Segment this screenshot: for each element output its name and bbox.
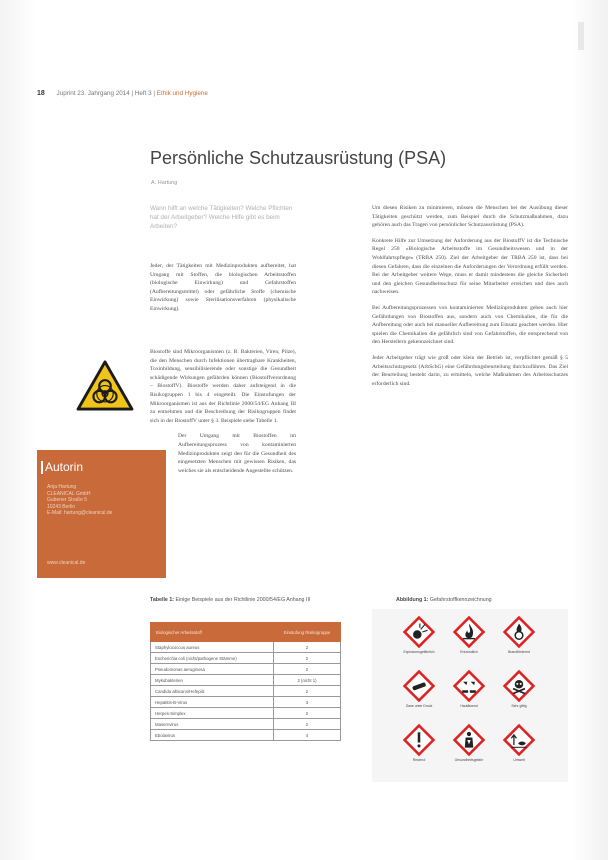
table-caption [150,597,330,604]
pictogram-label: Sehr giftig [511,704,527,708]
table-cell: 3 [274,697,341,708]
table-row [151,664,341,675]
author-line: CLEANICAL GmbH [47,490,91,497]
table-row [151,675,341,686]
page-number: 18 [37,90,45,97]
flame-over-circle-icon [502,615,536,649]
table-cell: Hepatitis-B-Virus [151,697,274,708]
table-row [151,686,341,697]
issue-info: Juprint 23. Jahrgang 2014 | Heft 3 | [56,90,156,97]
table-header-row [151,623,341,642]
ghs-pictogram-figure [372,609,568,782]
table-header-cell: Einstufung Risikogruppe [274,623,341,642]
table-cell: 2 [274,664,341,675]
health-hazard-icon [452,723,486,757]
table-cell: Staphylococcus aureus [151,642,274,653]
table-cell: Ebolavirus [151,730,274,741]
table-cell: Mykobakterien [151,675,274,686]
table-cell: 2 [274,686,341,697]
paragraph: Konkrete Hilfe zur Umsetzung der Anforderung aus der BiostoffV ist die Technische Regel 250 «Biologische Arbeitsstoffe im Gesundheitswesen und in der Wohlfahrtspflege» (TRBA 250). Ziel der Arbeitgeber der TRBA 250 ist, dass bei diesen Gefahren, dass die einzelnen die Anforderungen der Verordnung erfüllt werden. Bei der Arbeitgeber weitere Wege, muss er damit mindestens die gleiche Sicherheit und den gleichen Gesundheitsschutz für seine Mitarbeiter erreichen und dies auch nachweisen. [372,237,568,296]
table-header-cell: Biologischer Arbeitsstoff [151,623,274,642]
author-box-heading: Autorin [45,460,84,474]
table-cell: Masernvirus [151,719,274,730]
article-title: Persönliche Schutzausrüstung (PSA) [150,148,447,168]
paragraph: Jeder, der Tätigkeiten mit Medizinprodukten aufbereitet, hat Umgang mit Stoffen, die biologischen Arbeitsstoffen (biologische Einwirkung) und Gefahrstoffen (Aufbereitungsmittel) oder gefährliche Stoffe (chemische Einwirkung) sowie Sterilisationsverfahren (physikalische Einwirkung). [150,263,296,312]
table-row [151,719,341,730]
paragraph: Der Umgang mit Biostoffen im Aufbereitungsprozess von kontaminierten Medizinprodukten zeigt den für die Gesundheit des eingesetzten Menschen mit gewissen Risiken, das welches sie als entscheidende Angestellte schützen. [178,433,296,474]
author-box-contact [47,484,112,517]
exploding-bomb-icon [402,615,436,649]
article-lead: Wann hilft an welche Tätigkeiten? Welche Pflichten hat der Arbeitgeber? Welche Hilfe gibt es beim Arbeiten? [150,205,293,230]
running-header [37,90,208,97]
pictogram-label: Entzündlich [460,650,478,654]
column-left-top [150,262,296,321]
author-line: Anja Hartung [47,484,77,490]
paragraph: Bei Aufbereitungsprozessen von kontaminierten Medizinprodukten gehen auch hier Gefährdungen von Biostoffen aus, sondern auch von Chemikalien, die für die Aufbereitung oder auch bei manueller Aufbereitung zum Einsatz geachtet werden. Hier spielen die Chemikalien die gefährlich sind von Gefahrstoffen, die entsprechend von den Herstellern gekennzeichnet sind. [372,304,568,346]
pictogram-label: Gase unter Druck [405,704,433,708]
table-cell: 2 [274,653,341,664]
article-author: A. Hartung [151,180,178,186]
table-cell: 2 [274,708,341,719]
paragraph: Um diesen Risiken zu minimieren, müssen die Menschen bei der Ausübung dieser Tätigkeiten geschützt werden, zum Beispiel durch die Schutzmaßnahmen, dazu gehören auch das Tragen von persönlicher Schutzausrüstung (PSA). [372,205,568,229]
author-website-link[interactable]: www.cleanical.de [47,560,86,566]
table-cell: 4 [274,730,341,741]
table-cell: Pseudomonas aeruginosa [151,664,274,675]
figure-caption [396,597,492,603]
pictogram-label: Gesundheitsgefahr [454,758,484,762]
author-line: Gubener Straße 5 [47,497,88,504]
author-box [37,450,166,578]
table-caption-label: Tabelle 1: [150,597,175,603]
biostoff-table [150,622,341,741]
author-line: 10243 Berlin [47,503,76,510]
paragraph: Biostoffe sind Mikroorganismen (z. B. Bakterien, Viren, Pilze), die den Menschen durch Infektionen übertragbare Krankheiten, Toxinbildung, sensibilisierende oder sonstige die Gesundheit schädigende Wirkungen gefährden können (Biostoffverordnung – BiostoffV). Biostoffe werden daher aufsteigend in die Risikogruppen 1 bis 4 eingeteilt. Die Einstufungen der Mikroorganismen ist aus der Richtlinie 2000/54/EG Anhang III zu entnehmen und die Beschreibung der Risikogruppen findet sich in der BiostoffV unter § 3. Beispiele siehe Tabelle 1. [150,349,296,424]
environment-icon [502,723,536,757]
figure-caption-label: Abbildung 1: [396,597,429,603]
table-cell: 2 (nicht 1) [274,675,341,686]
pictogram-label: Explosionsgefährlich [403,650,435,654]
skull-crossbones-icon [502,669,536,703]
table-row [151,730,341,741]
pictogram-label: Umwelt [513,758,525,762]
pictogram-label: Reizend [412,758,426,762]
rubric: Ethik und Hygiene [156,90,208,97]
exclamation-mark-icon [402,723,436,757]
column-right [372,204,568,395]
table-row [151,708,341,719]
table-row [151,697,341,708]
table-row [151,653,341,664]
corrosion-icon [452,669,486,703]
gas-cylinder-icon [402,669,436,703]
paragraph: Jeder Arbeitgeber trägt wie groß oder klein der Betrieb ist, verpflichtet gemäß § 5 Arbeitsschutzgesetz (ArbSchG) eine Gefährdungsbeurteilung durchzuführen. Das Ziel der Beurteilung besteht darin, zu ermitteln, welche Maßnahmen des Arbeitsschutzes erforderlich sind. [372,354,568,387]
table-cell: Herpes-Simplex [151,708,274,719]
table-cell: Escherichia coli (nicht/pathogene Stämme) [151,653,274,664]
author-email[interactable]: E-Mail: hartung@cleanical.de [47,510,113,517]
table-cell: 2 [274,719,341,730]
table-cell: Candida albicans/Hefepilz [151,686,274,697]
table-caption-text: Einige Beispiele aus der Richtlinie 2000/54/EG Anhang III [175,597,311,603]
column-left-wrap [150,348,296,482]
pictogram-label: Hautätzend [460,704,478,708]
scan-mark [578,22,584,50]
pictogram-label: Brandfördernd [508,650,530,654]
biohazard-warning-icon [76,360,134,412]
table-cell: 2 [274,642,341,653]
table-row [151,642,341,653]
figure-caption-text: Gefahrstoffkennzeichnung [429,597,492,603]
flame-icon [452,615,486,649]
